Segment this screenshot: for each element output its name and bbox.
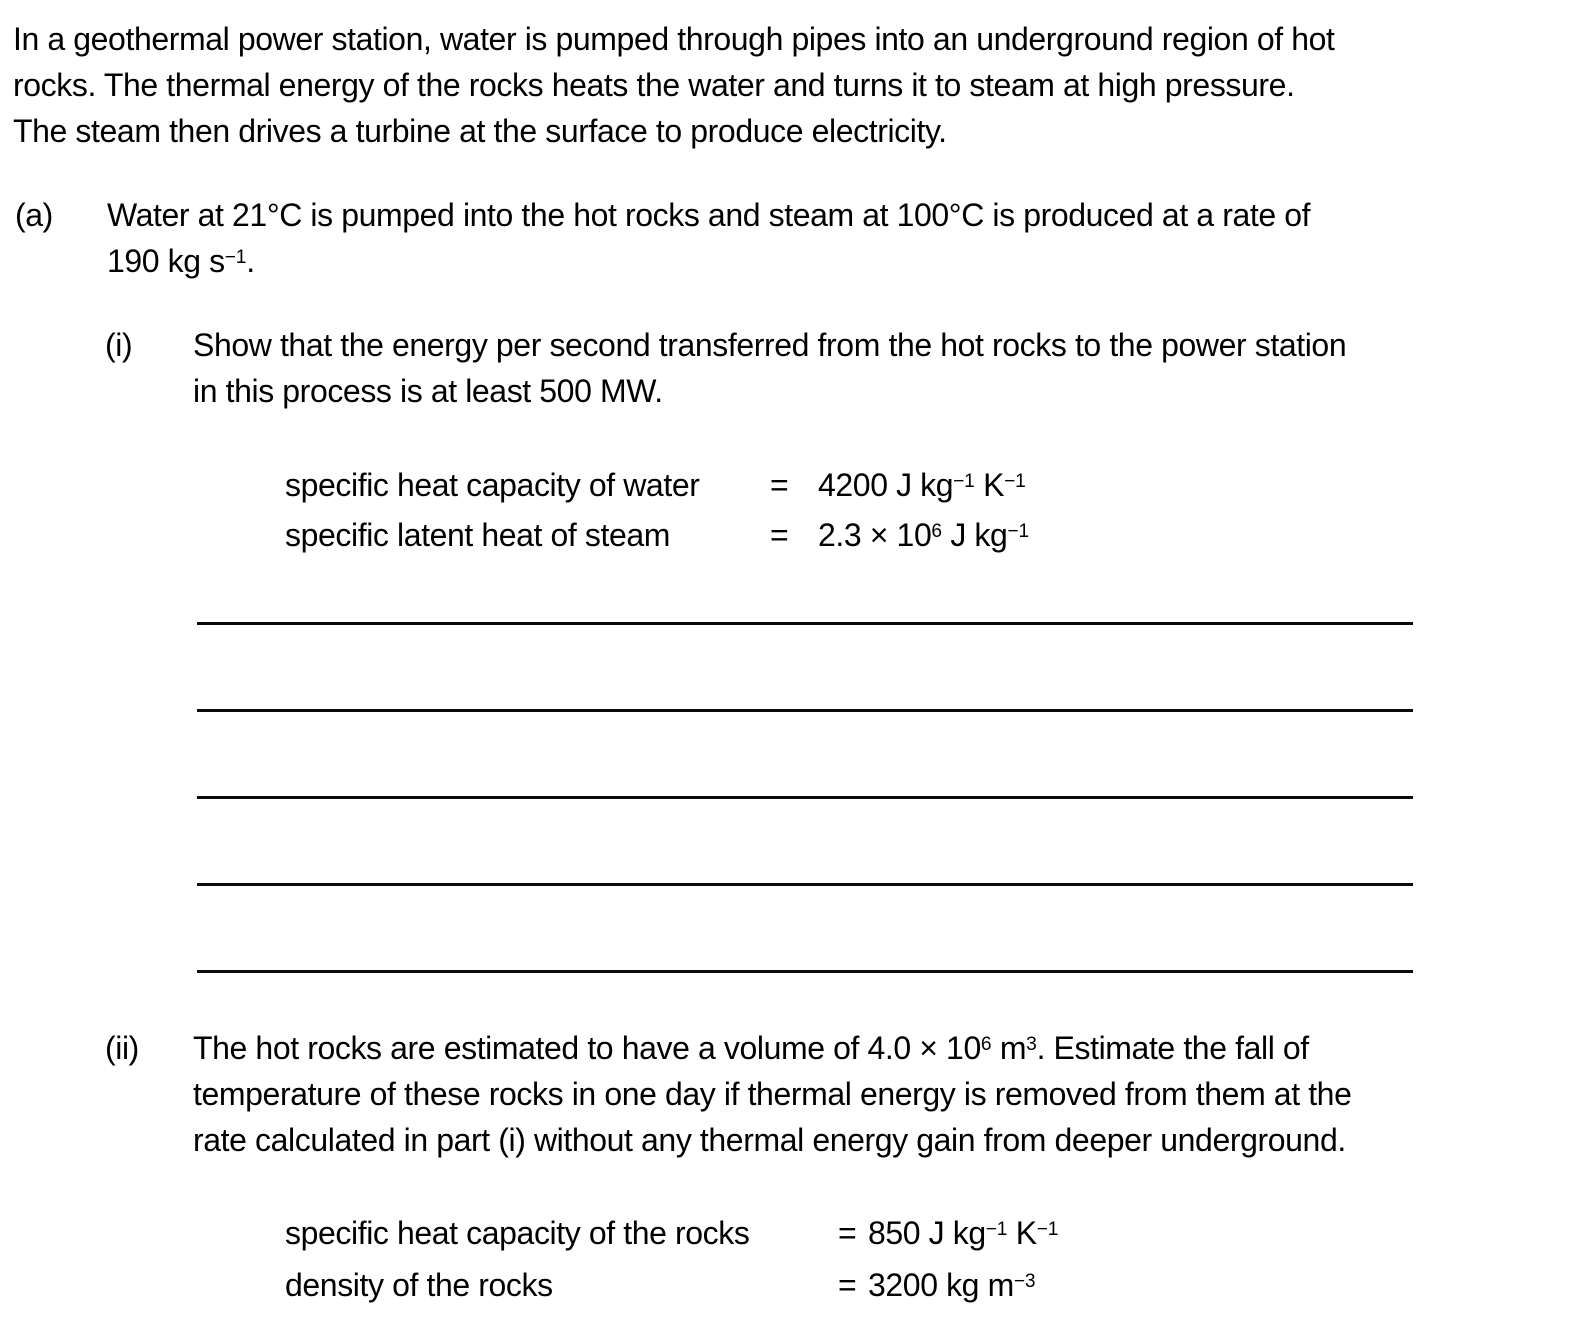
text-line: Show that the energy per second transferred from the hot rocks to the power station [193,327,1347,363]
part-i-text [193,322,1346,414]
answer-line [197,625,1413,712]
text-line: in this process is at least 500 MW. [193,373,663,409]
data-label: specific heat capacity of water [285,467,700,503]
part-i-data-table [285,460,1596,560]
superscript: −3 [1013,1270,1036,1292]
part-a [13,192,1596,284]
part-i [13,322,1596,414]
answer-lines [197,560,1413,973]
part-i-label: (i) [105,327,133,363]
data-label: density of the rocks [285,1267,553,1303]
superscript: −1 [1007,520,1029,542]
part-ii-data-table [285,1207,1596,1311]
equals-sign: = [770,467,789,503]
data-value: 4200 J $kg^{-1}$ $K^{-1}$ [818,467,1026,503]
data-row-steam-latent-heat [285,510,1596,560]
part-a-text [107,192,1310,284]
data-value: 850 J $kg^{-1}$ $K^{-1}$ [868,1215,1059,1251]
superscript: −1 [1036,1218,1059,1240]
text-line: rate calculated in part (i) without any thermal energy gain from deeper underground. [193,1122,1346,1158]
equals-sign: = [838,1215,857,1251]
part-a-label: (a) [15,197,53,233]
text-line: rocks. The thermal energy of the rocks heats the water and turns it to steam at high pressure. [13,67,1295,103]
text-line: temperature of these rocks in one day if thermal energy is removed from them at the [193,1076,1352,1112]
superscript: 6 [931,520,942,542]
equals-sign: = [770,517,789,553]
superscript: −1 [224,246,247,268]
text-line: In a geothermal power station, water is pumped through pipes into an underground region of hot [13,21,1335,57]
data-row-water-shc [285,460,1596,510]
answer-line [197,712,1413,799]
answer-line [197,886,1413,973]
part-ii-label: (ii) [105,1030,139,1066]
superscript: −1 [953,470,975,492]
answer-line [197,799,1413,886]
superscript: 6 [980,1033,992,1055]
part-ii-text [193,1025,1351,1163]
superscript: 3 [1026,1033,1037,1055]
text-line: The steam then drives a turbine at the surface to produce electricity. [13,113,947,149]
intro-paragraph [13,16,1596,154]
text-line: The hot rocks are estimated to have a volume of $4.0 \times 10^6$ $m^3$. Estimate the fall of [193,1030,1309,1066]
answer-line [197,560,1413,625]
data-value: 3200 kg $m^{-3}$ [868,1267,1036,1303]
superscript: −1 [1004,470,1026,492]
data-label: specific heat capacity of the rocks [285,1215,750,1251]
equals-sign: = [838,1267,857,1303]
data-label: specific latent heat of steam [285,517,671,553]
text-line: 190 kg $s^{-1}$. [107,243,255,279]
part-ii [13,1025,1596,1163]
text-line: Water at 21°C is pumped into the hot rocks and steam at 100°C is produced at a rate of [107,197,1311,233]
data-row-rocks-shc [285,1207,1596,1259]
superscript: −1 [985,1218,1008,1240]
data-value: $2.3 \times 10^6$ J $kg^{-1}$ [818,517,1029,553]
data-row-rocks-density [285,1259,1596,1311]
